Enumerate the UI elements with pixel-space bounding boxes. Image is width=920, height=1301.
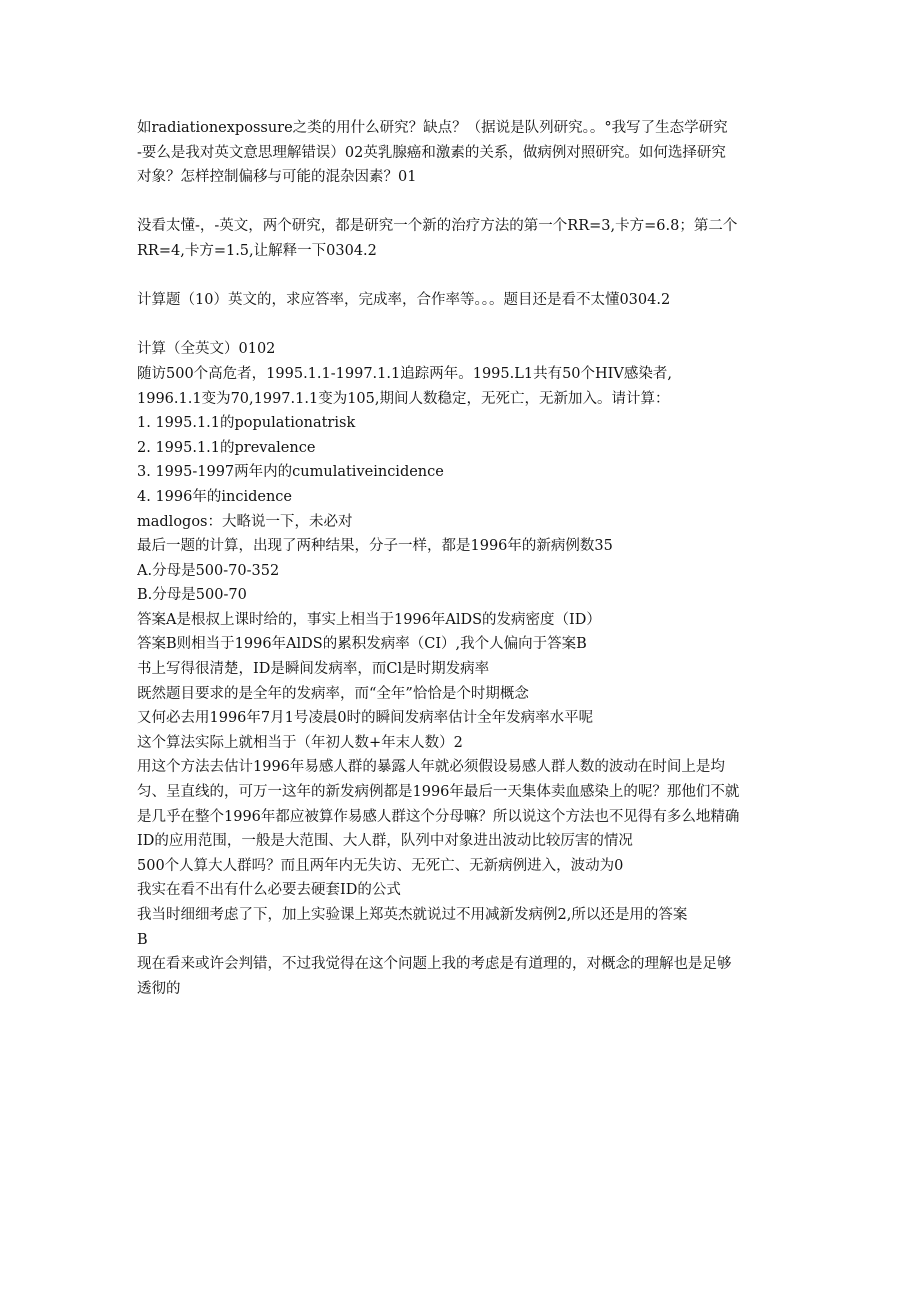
list-item: 4. 1996年的incidence [137,488,292,505]
text-line: 是几乎在整个1996年都应被算作易感人群这个分母嘛？所以说这个方法也不见得有多么地精确 [137,808,740,825]
text-line: B.分母是500-70 [137,587,247,604]
text-line: 对象？怎样控制偏移与可能的混杂因素？01 [137,169,417,186]
text-line: 1996.1.1变为70,1997.1.1变为105,期间人数稳定，无死亡，无新加入。请计算： [137,390,670,407]
text-line: 既然题目要求的是全年的发病率，而“全年”恰恰是个时期概念 [137,685,529,702]
text-line: 现在看来或许会判错，不过我觉得在这个问题上我的考虑是有道理的，对概念的理解也是足够 [137,956,732,973]
paragraph-gap [137,264,787,289]
text-line: madlogos：大略说一下，未必对 [137,513,353,530]
text-line: 这个算法实际上就相当于（年初人数+年末人数）2 [137,734,463,751]
text-line: -要么是我对英文意思理解错误）02英乳腺癌和激素的关系，做病例对照研究。如何选择研究 [137,144,726,161]
text-line: 500个人算大人群吗？而且两年内无失访、无死亡、无新病例进入，波动为0 [137,857,624,874]
list-item: 2. 1995.1.1的prevalence [137,439,316,456]
paragraph-response-rate-question [137,288,787,313]
text-line: 我当时细细考虑了下，加上实验课上郑英杰就说过不用减新发病例2,所以还是用的答案 [137,907,688,923]
text-line: 透彻的 [137,980,181,997]
paragraph-gap [137,190,787,215]
text-line: 答案A是根叔上课时给的，事实上相当于1996年AlDS的发病密度（ID） [137,611,601,628]
text-line: 随访500个高危者，1995.1.1-1997.1.1追踪两年。1995.L1共有50个HIV感染者, [137,365,672,382]
paragraph-gap [137,313,787,338]
list-item: 1. 1995.1.1的populationatrisk [137,415,356,432]
text-line: RR=4,卡方=1.5,让解释一下0304.2 [137,242,377,259]
text-line: 没看太懂-，-英文，两个研究，都是研究一个新的治疗方法的第一个RR=3,卡方=6.8；第二个 [137,218,738,235]
text-line: 我实在看不出有什么必要去硬套ID的公式 [137,882,401,899]
text-line: ID的应用范围，一般是大范围、大人群，队列中对象进出波动比较厉害的情况 [137,833,633,850]
paragraph-radiation-question [137,116,787,190]
text-line: 计算（全英文）0102 [137,341,276,358]
text-line: 计算题（10）英文的，求应答率，完成率，合作率等。。。题目还是看不太懂0304.2 [137,292,671,309]
text-line: 最后一题的计算，出现了两种结果，分子一样，都是1996年的新病例数35 [137,538,613,555]
text-line: 又何必去用1996年7月1号凌晨0时的瞬间发病率估计全年发病率水平呢 [137,710,594,727]
paragraph-rr-question [137,214,787,263]
text-line: 用这个方法去估计1996年易感人群的暴露人年就必须假设易感人群人数的波动在时间上是均 [137,759,725,776]
document-body [137,116,787,1001]
text-line: 答案B则相当于1996年AlDS的累积发病率（CI）,我个人偏向于答案B [137,636,587,653]
text-line: 匀、呈直线的，可万一这年的新发病例都是1996年最后一天集体卖血感染上的呢？那他们不就 [137,784,740,801]
text-line: 如radiationexpossure之类的用什么研究？缺点？（据说是队列研究。。°我写了生态学研究 [137,120,728,136]
paragraph-calculation-discussion [137,337,787,1001]
text-line: B [137,931,148,948]
list-item: 3. 1995-1997两年内的cumulativeincidence [137,464,444,481]
text-line: A.分母是500-70-352 [137,562,280,579]
text-line: 书上写得很清楚，ID是瞬间发病率，而Cl是时期发病率 [137,661,490,678]
